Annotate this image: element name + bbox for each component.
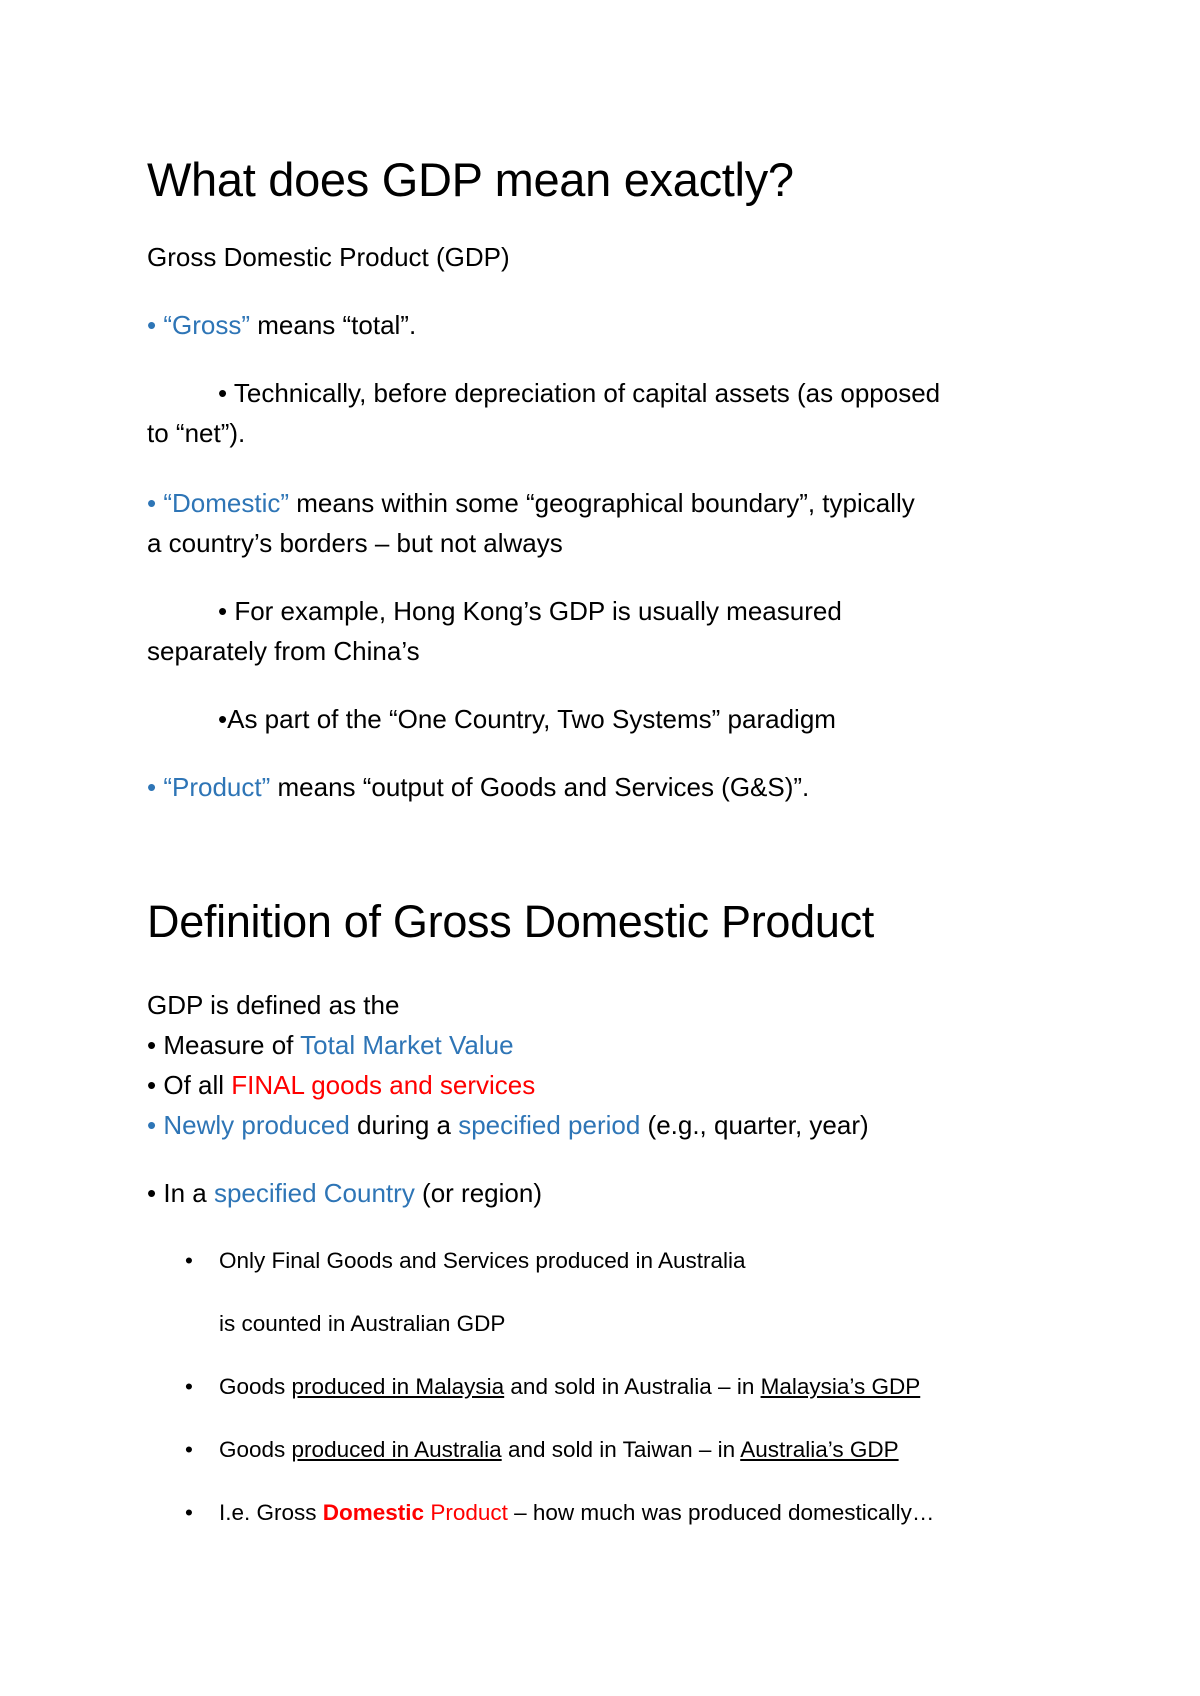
technically-text: Technically, before depreciation of capital assets (as opposed <box>227 378 941 408</box>
term-domestic: “Domestic” <box>163 488 290 518</box>
bullet-marker: • <box>147 310 157 340</box>
domestic-definition-line2: a country’s borders – but not always <box>147 528 563 558</box>
section-1-title: What does GDP mean exactly? <box>147 153 794 206</box>
bullet-product <box>147 772 809 803</box>
sub-item-2-underline-2: Malaysia’s GDP <box>760 1374 921 1399</box>
sub-item-2 <box>185 1374 920 1400</box>
bullet-marker: • <box>147 1178 157 1208</box>
sub-item-1-text: Only Final Goods and Services produced in Australia <box>219 1248 746 1273</box>
item-3-highlight-1: Newly produced <box>163 1110 350 1140</box>
item-2-prefix: Of all <box>163 1070 232 1100</box>
bullet-marker: • <box>147 488 157 518</box>
sub-item-2-b: and sold in Australia – in <box>504 1374 761 1399</box>
sub-item-4 <box>185 1500 934 1526</box>
sub-bullet-technically <box>218 378 940 409</box>
sub-item-4-red: Product <box>424 1500 508 1525</box>
sub-item-3-b: and sold in Taiwan – in <box>501 1437 741 1462</box>
sub-item-2-a: Goods <box>219 1374 292 1399</box>
item-1-highlight: Total Market Value <box>300 1030 514 1060</box>
sub-item-1 <box>185 1248 746 1274</box>
definition-item-2 <box>147 1070 535 1101</box>
item-3-rest: (e.g., quarter, year) <box>640 1110 869 1140</box>
bullet-marker: • <box>147 1030 157 1060</box>
item-4-rest: (or region) <box>414 1178 542 1208</box>
item-3-highlight-2: specified period <box>458 1110 641 1140</box>
bullet-marker: • <box>218 596 228 626</box>
bullet-marker: • <box>185 1437 193 1462</box>
bullet-gross <box>147 310 416 341</box>
bullet-marker: • <box>185 1374 193 1399</box>
item-2-highlight: FINAL goods and services <box>231 1070 536 1100</box>
definition-item-4 <box>147 1178 542 1209</box>
domestic-definition: means within some “geographical boundary”, typically <box>289 488 915 518</box>
item-1-prefix: Measure of <box>163 1030 301 1060</box>
item-4-prefix: In a <box>163 1178 214 1208</box>
definition-item-3 <box>147 1110 869 1141</box>
item-3-mid: during a <box>349 1110 459 1140</box>
bullet-marker: • <box>185 1500 193 1525</box>
bullet-marker: • <box>147 772 157 802</box>
hong-kong-text: For example, Hong Kong’s GDP is usually measured <box>227 596 842 626</box>
bullet-domestic <box>147 488 915 519</box>
bullet-marker: • <box>185 1248 193 1273</box>
sub-bullet-one-country <box>218 704 836 735</box>
product-definition: means “output of Goods and Services (G&S)”. <box>270 772 810 802</box>
section-2-title: Definition of Gross Domestic Product <box>147 896 874 947</box>
bullet-marker: • <box>218 378 228 408</box>
technically-text-line2: to “net”). <box>147 418 246 448</box>
gross-definition: means “total”. <box>250 310 417 340</box>
bullet-marker: • <box>147 1070 157 1100</box>
sub-item-3 <box>185 1437 899 1463</box>
section-2-intro: GDP is defined as the <box>147 990 400 1020</box>
sub-item-3-underline-2: Australia’s GDP <box>740 1437 899 1462</box>
bullet-marker: • <box>147 1110 157 1140</box>
sub-item-4-a: I.e. Gross <box>219 1500 323 1525</box>
hong-kong-text-line2: separately from China’s <box>147 636 420 666</box>
one-country-text: As part of the “One Country, Two Systems” paradigm <box>227 704 836 734</box>
bullet-marker: • <box>218 704 228 734</box>
term-product: “Product” <box>163 772 271 802</box>
sub-item-4-b: – how much was produced domestically… <box>507 1500 935 1525</box>
term-gross: “Gross” <box>163 310 251 340</box>
sub-item-2-underline-1: produced in Malaysia <box>291 1374 505 1399</box>
sub-bullet-hong-kong <box>218 596 842 627</box>
sub-item-1-line2: is counted in Australian GDP <box>219 1311 506 1336</box>
sub-item-3-a: Goods <box>219 1437 292 1462</box>
definition-item-1 <box>147 1030 514 1061</box>
section-1-subtitle: Gross Domestic Product (GDP) <box>147 242 510 272</box>
item-4-highlight: specified Country <box>213 1178 415 1208</box>
sub-item-4-bold-red: Domestic <box>322 1500 425 1525</box>
sub-item-3-underline-1: produced in Australia <box>291 1437 502 1462</box>
